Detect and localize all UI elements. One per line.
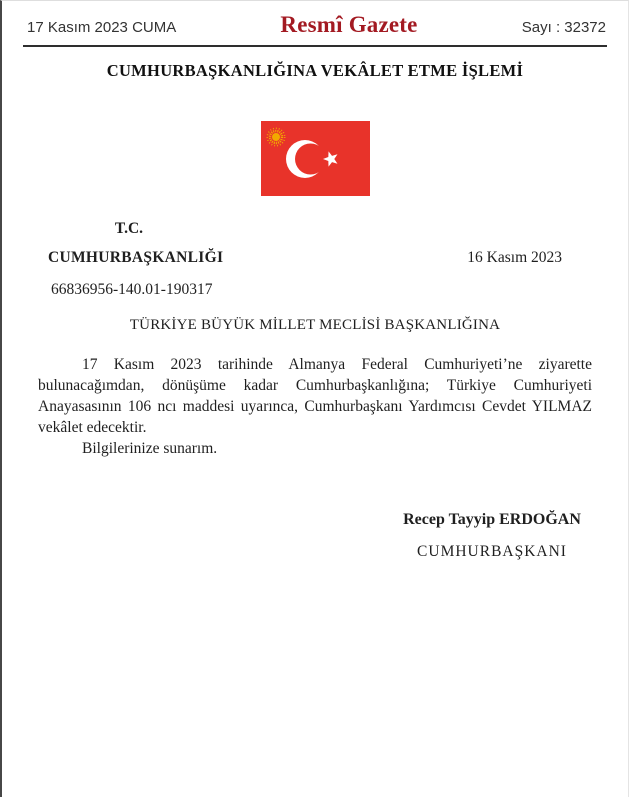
presidential-flag [2, 121, 628, 196]
signature-name: Recep Tayyip ERDOĞAN [403, 511, 581, 528]
sender-institution: CUMHURBAŞKANLIĞI [48, 249, 224, 266]
document-title: CUMHURBAŞKANLIĞINA VEKÂLET ETME İŞLEMİ [106, 61, 524, 80]
gazette-issue-number: Sayı : 32372 [521, 19, 606, 36]
signature-block [382, 511, 602, 561]
gazette-date: 17 Kasım 2023 CUMA [27, 19, 177, 36]
turkish-flag-image [261, 121, 370, 196]
header-divider [23, 45, 607, 47]
signature-title: CUMHURBAŞKANI [417, 543, 567, 560]
letter-date: 16 Kasım 2023 [467, 249, 562, 266]
sender-institution-row [2, 249, 628, 267]
sender-block [2, 220, 628, 299]
closing-line: Bilgilerinize sunarım. [82, 440, 218, 457]
sender-tc: T.C. [114, 220, 144, 237]
reference-number: 66836956-140.01-190317 [51, 281, 213, 298]
body-paragraph: 17 Kasım 2023 tarihinde Almanya Federal Cumhuriyeti’ne ziyarette bulunacağımdan, dönüşüme kadar Cumhurbaşkanlığına; Türkiye Cumhuriyeti Anayasasının 106 ncı maddesi uyarınca, Cumhurbaşkanı Yardımcısı Cevdet YILMAZ vekâlet edecektir. [38, 356, 592, 436]
gazette-header [2, 1, 628, 38]
gazette-masthead: Resmî Gazete [280, 12, 418, 37]
addressee-line: TÜRKİYE BÜYÜK MİLLET MECLİSİ BAŞKANLIĞINA [129, 317, 501, 333]
